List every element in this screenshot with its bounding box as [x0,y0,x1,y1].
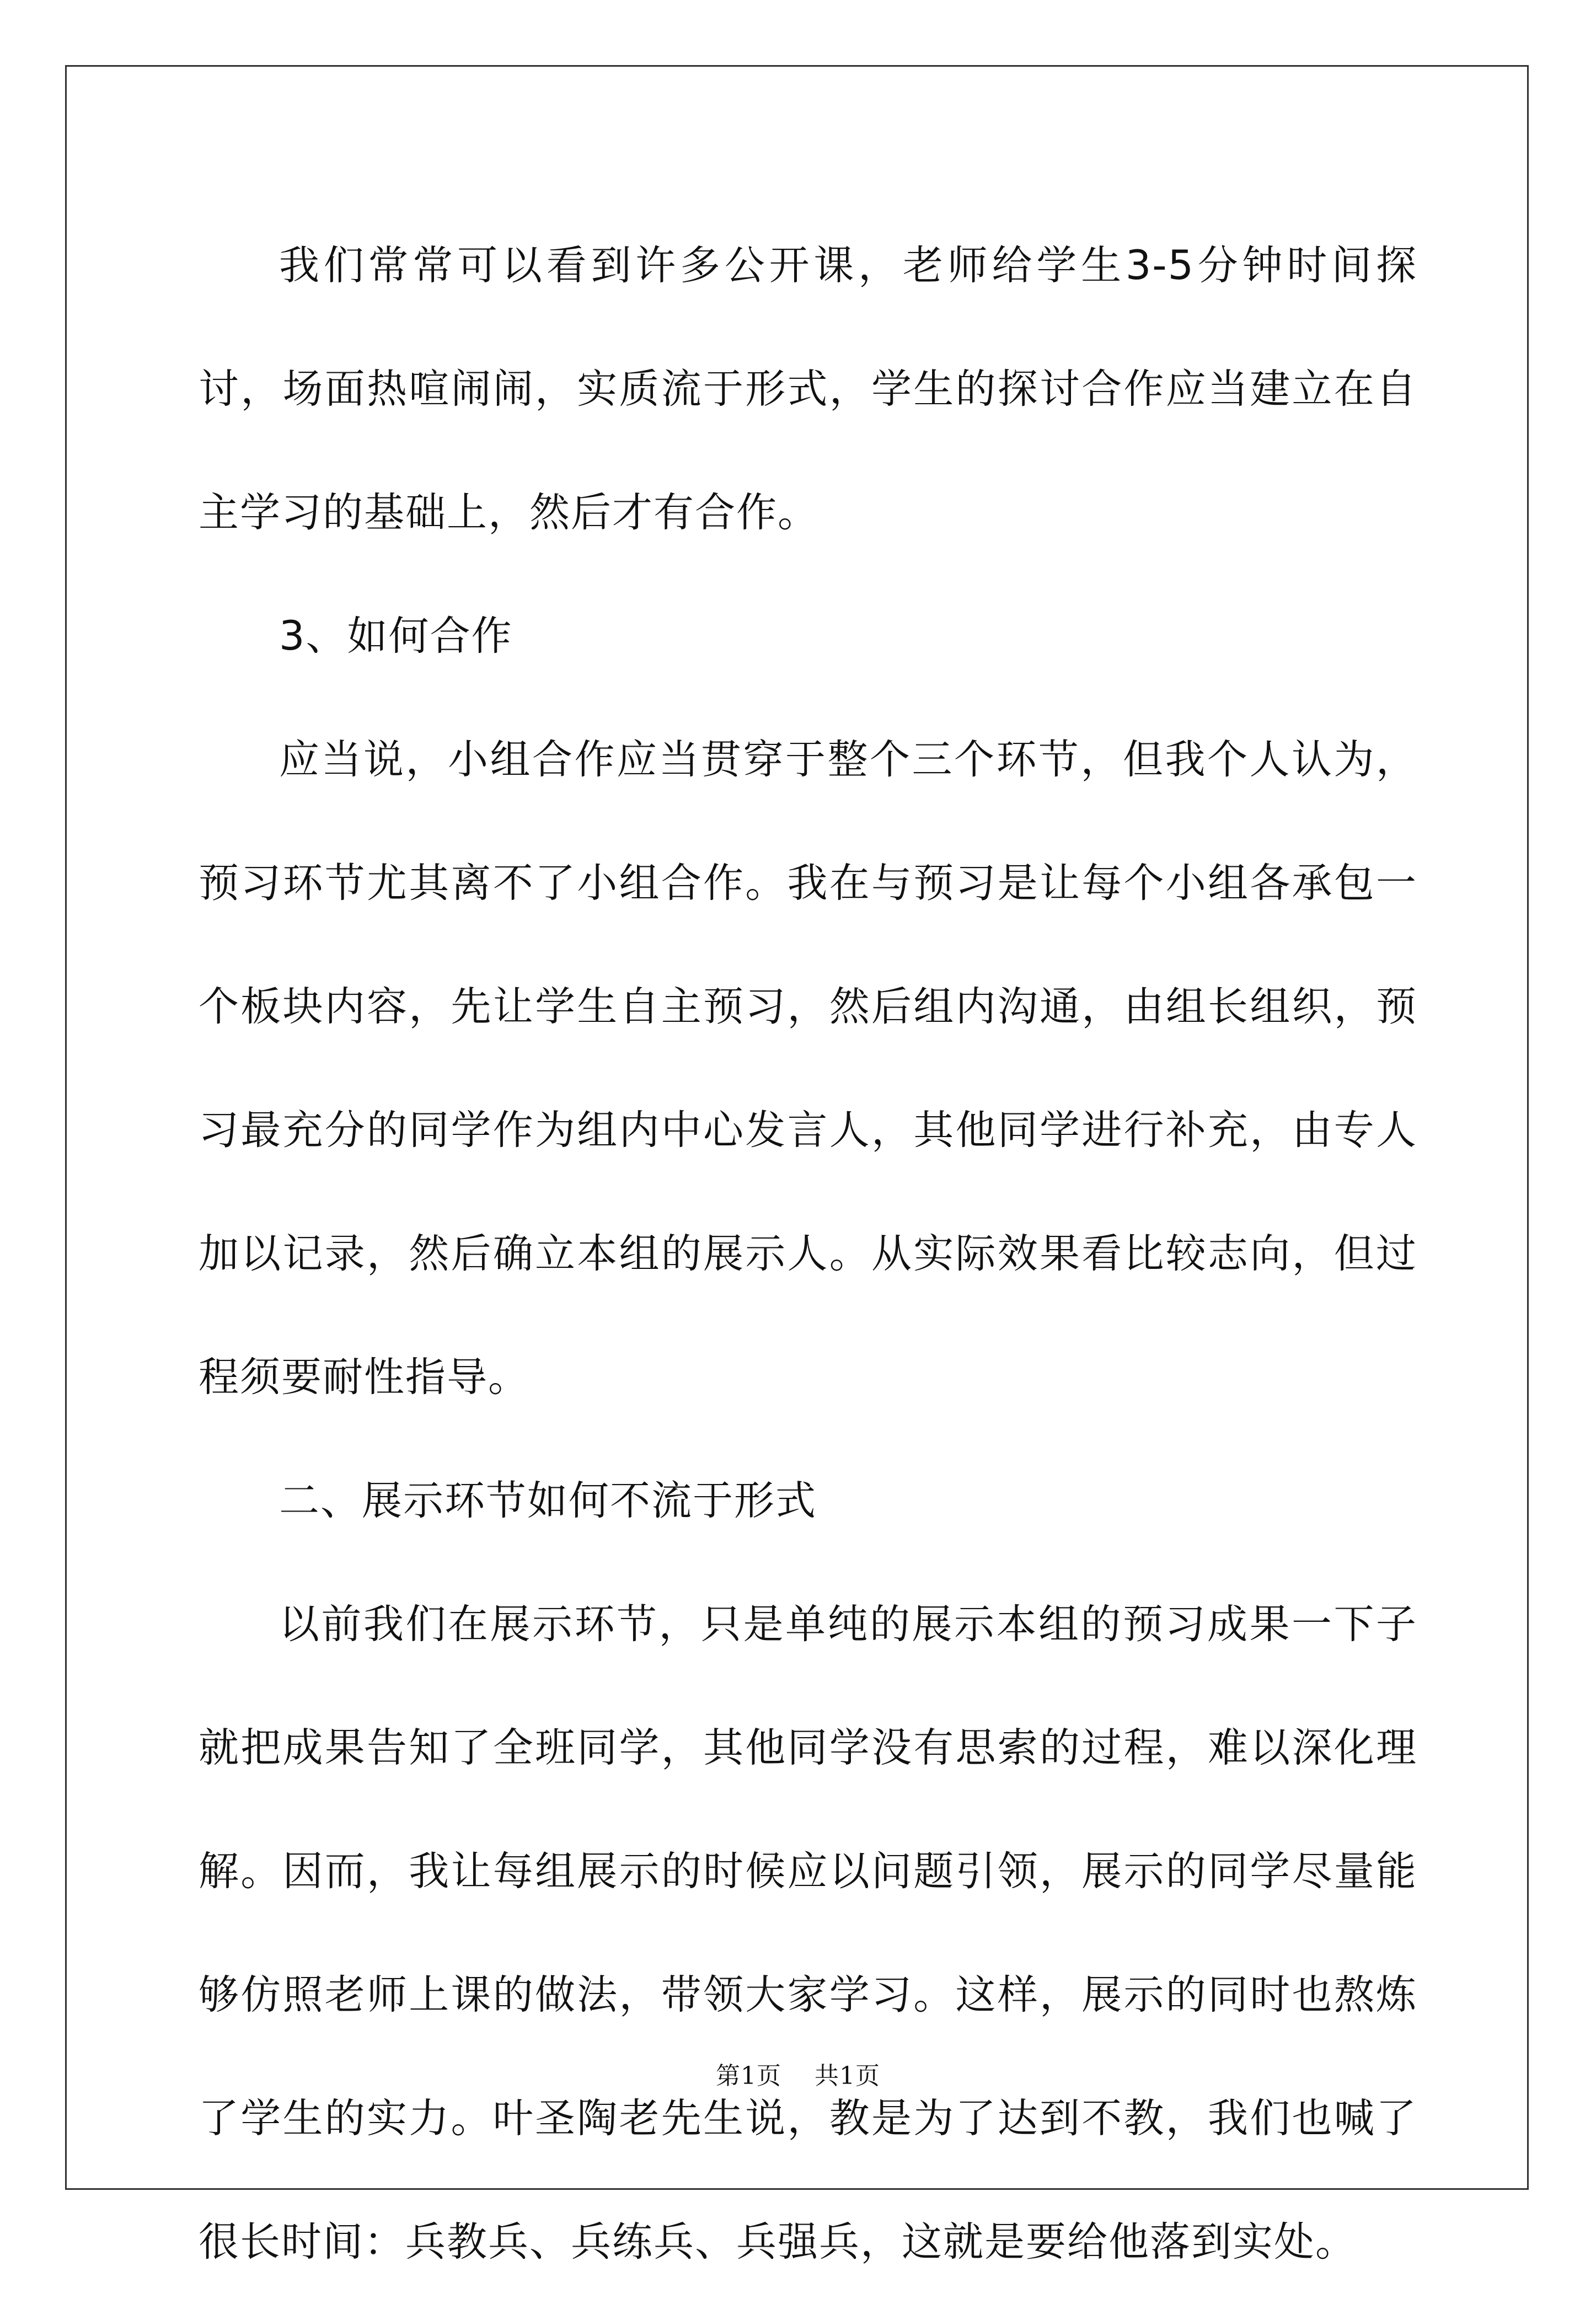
heading-presentation: 二、展示环节如何不流于形式 [279,1477,817,1524]
paragraph-presentation: 以前我们在展示环节，只是单纯的展示本组的预习成果一下子就把成果告知了全班同学，其他同学没有思索的过程，难以深化理解。因而，我让每组展示的时候应以问题引领，展示的同学尽量能够仿照老师上课的做法，带领大家学习。这样，展示的同时也熬炼了学生的实力。叶圣陶老先生说，教是为了达到不教，我们也喊了很长时间：兵教兵、兵练兵、兵强兵，这就是要给他落到实处。 [199,1601,1417,2265]
page-footer [0,2056,1596,2091]
heading-how-to-cooperate: 3、如何合作 [279,613,513,660]
page-number: 第1页 [716,2062,781,2090]
paragraph-discussion: 我们常常可以看到许多公开课，老师给学生3-5分钟时间探讨，场面热喧闹闹，实质流于形式，学生的探讨合作应当建立在自主学习的基础上，然后才有合作。 [199,242,1417,536]
page-total: 共1页 [815,2062,880,2090]
paragraph-group-cooperation: 应当说，小组合作应当贯穿于整个三个环节，但我个人认为，预习环节尤其离不了小组合作。我在与预习是让每个小组各承包一个板块内容，先让学生自主预习，然后组内沟通，由组长组织，预习最充分的同学作为组内中心发言人，其他同学进行补充，由专人加以记录，然后确立本组的展示人。从实际效果看比较志向，但过程须要耐性指导。 [199,736,1417,1401]
document-body [199,204,1417,2304]
